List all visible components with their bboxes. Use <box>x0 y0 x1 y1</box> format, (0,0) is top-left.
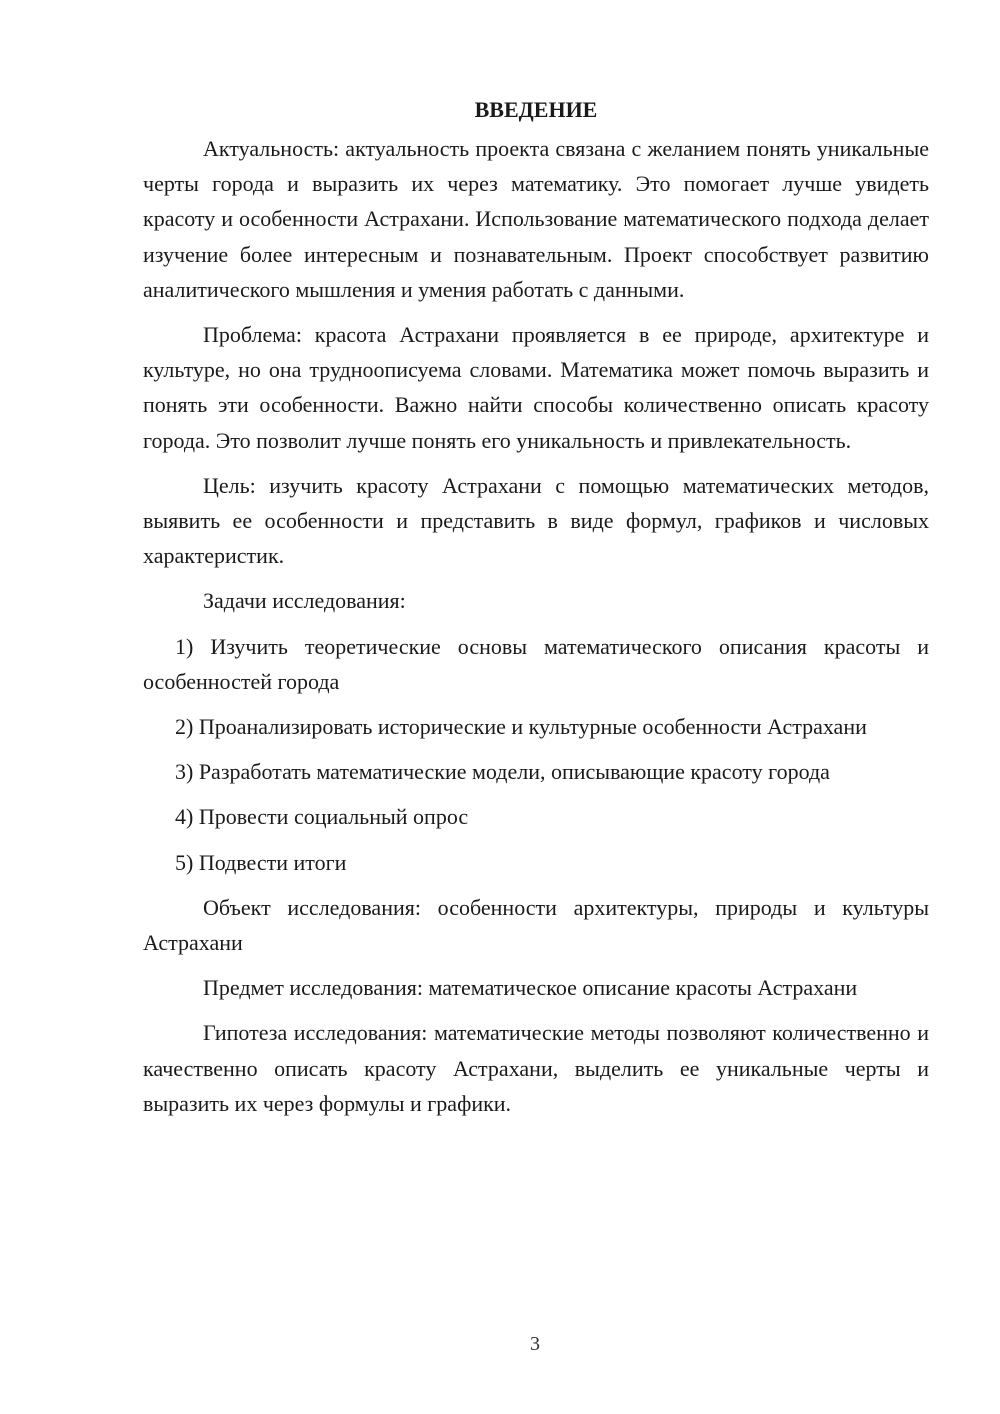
paragraph-tasks-title: Задачи исследования: <box>203 588 406 614</box>
document-page <box>143 92 929 1121</box>
task-item-4: 4) Провести социальный опрос <box>175 804 469 830</box>
paragraph-relevance: Актуальность: актуальность проекта связана с желанием понять уникальные черты города и выразить их через математику. Это помогает лучше увидеть красоту и особенности Астрахани. Использование математического подхода делает изучение более интересным и познавательным. Проект способствует развитию аналитического мышления и умения работать с данными. <box>143 136 929 302</box>
paragraph-hypothesis: Гипотеза исследования: математические методы позволяют количественно и качественно описать красоту Астрахани, выделить ее уникальные черты и выразить их через формулы и графики. <box>143 1020 929 1116</box>
task-item-1: 1) Изучить теоретические основы математического описания красоты и особенностей города <box>143 633 929 694</box>
task-item-2: 2) Проанализировать исторические и культурные особенности Астрахани <box>175 714 867 740</box>
paragraph-goal: Цель: изучить красоту Астрахани с помощью математических методов, выявить ее особенности и представить в виде формул, графиков и числовых характеристик. <box>143 472 929 569</box>
paragraph-subject: Предмет исследования: математическое описание красоты Астрахани <box>203 975 858 1001</box>
section-heading: ВВЕДЕНИЕ <box>474 97 598 122</box>
task-item-5: 5) Подвести итоги <box>175 849 347 875</box>
paragraph-object: Объект исследования: особенности архитектуры, природы и культуры Астрахани <box>143 894 929 956</box>
paragraph-problem: Проблема: красота Астрахани проявляется в ее природе, архитектуре и культуре, но она трудноописуема словами. Математика может помочь выразить и понять эти особенности. Важно найти способы количественно описать красоту города. Это позволит лучше понять его уникальность и привлекательность. <box>143 322 929 453</box>
page-number: 3 <box>530 1333 540 1355</box>
task-item-3: 3) Разработать математические модели, описывающие красоту города <box>175 759 830 785</box>
